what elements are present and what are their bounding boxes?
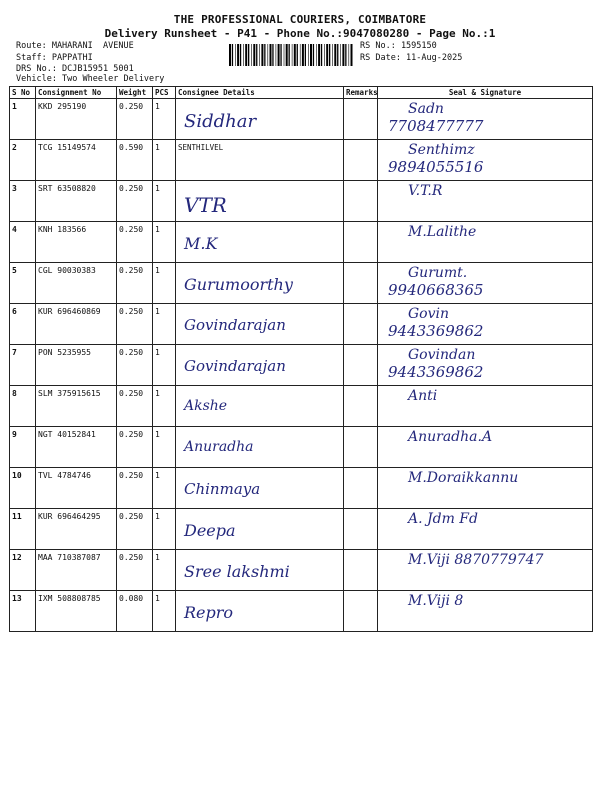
signature-line1: Govin [408, 306, 450, 322]
row-remarks [344, 591, 378, 632]
table-row [10, 386, 593, 427]
row-sno: 2 [10, 140, 36, 181]
consignee-handwritten: Repro [184, 603, 234, 622]
runsheet-table [9, 86, 593, 632]
row-sno: 1 [10, 99, 36, 140]
row-sno: 13 [10, 591, 36, 632]
row-sno: 10 [10, 468, 36, 509]
row-consignment-no: MAA 710387087 [36, 550, 117, 591]
col-weight: Weight [117, 87, 153, 99]
row-pcs: 1 [153, 345, 176, 386]
row-consignee [176, 263, 344, 304]
row-pcs: 1 [153, 140, 176, 181]
drs-number: DRS No.: DCJB15951 5001 [16, 64, 134, 74]
row-sno: 11 [10, 509, 36, 550]
row-signature [378, 591, 593, 632]
table-row [10, 181, 593, 222]
row-remarks [344, 99, 378, 140]
row-signature [378, 427, 593, 468]
consignee-handwritten: Deepa [184, 521, 236, 540]
row-sno: 6 [10, 304, 36, 345]
row-consignment-no: KNH 183566 [36, 222, 117, 263]
row-weight: 0.250 [117, 345, 153, 386]
row-sno: 12 [10, 550, 36, 591]
vehicle-label: Vehicle: Two Wheeler Delivery [16, 74, 165, 84]
row-weight: 0.080 [117, 591, 153, 632]
route-label: Route: MAHARANI AVENUE [16, 41, 134, 51]
consignee-handwritten: Govindarajan [184, 357, 286, 375]
row-weight: 0.250 [117, 222, 153, 263]
table-row [10, 222, 593, 263]
row-consignee [176, 222, 344, 263]
table-row [10, 304, 593, 345]
row-consignment-no: CGL 90030383 [36, 263, 117, 304]
rs-date: RS Date: 11-Aug-2025 [360, 53, 463, 63]
row-consignment-no: PON 5235955 [36, 345, 117, 386]
consignee-handwritten: Gurumoorthy [184, 275, 293, 294]
row-weight: 0.250 [117, 263, 153, 304]
table-row [10, 99, 593, 140]
consignee-handwritten: Siddhar [184, 111, 257, 132]
signature-line1: M.Viji 8870779747 [408, 552, 544, 568]
row-consignee [176, 140, 344, 181]
row-signature [378, 345, 593, 386]
row-signature [378, 468, 593, 509]
signature-line1: M.Viji 8 [408, 593, 464, 609]
table-row [10, 550, 593, 591]
signature-line1: V.T.R [408, 183, 443, 199]
row-pcs: 1 [153, 386, 176, 427]
row-consignment-no: TCG 15149574 [36, 140, 117, 181]
row-remarks [344, 509, 378, 550]
col-consignee: Consignee Details [176, 87, 344, 99]
table-row [10, 591, 593, 632]
row-consignment-no: NGT 40152841 [36, 427, 117, 468]
row-consignment-no: KUR 696464295 [36, 509, 117, 550]
row-weight: 0.250 [117, 468, 153, 509]
consignee-handwritten: Chinmaya [184, 480, 261, 498]
signature-line2: 9940668365 [388, 281, 484, 299]
row-remarks [344, 468, 378, 509]
row-pcs: 1 [153, 591, 176, 632]
row-signature [378, 509, 593, 550]
row-consignment-no: SRT 63508820 [36, 181, 117, 222]
row-signature [378, 140, 593, 181]
row-weight: 0.590 [117, 140, 153, 181]
row-remarks [344, 222, 378, 263]
col-sno: S No [10, 87, 36, 99]
table-row [10, 427, 593, 468]
row-weight: 0.250 [117, 509, 153, 550]
row-sno: 4 [10, 222, 36, 263]
row-weight: 0.250 [117, 181, 153, 222]
table-row [10, 468, 593, 509]
row-signature [378, 222, 593, 263]
consignee-handwritten: Anuradha [184, 439, 254, 455]
row-sno: 7 [10, 345, 36, 386]
row-consignment-no: IXM 508808785 [36, 591, 117, 632]
row-signature [378, 386, 593, 427]
row-consignment-no: KUR 696460869 [36, 304, 117, 345]
row-remarks [344, 140, 378, 181]
staff-label: Staff: PAPPATHI [16, 53, 93, 63]
row-remarks [344, 550, 378, 591]
signature-line1: Gurumt. [408, 265, 468, 281]
consignee-handwritten: Sree lakshmi [184, 562, 290, 581]
row-signature [378, 99, 593, 140]
signature-line1: Anti [408, 388, 438, 404]
table-header-row [10, 87, 593, 99]
signature-line2: 9894055516 [388, 158, 484, 176]
row-pcs: 1 [153, 304, 176, 345]
row-pcs: 1 [153, 550, 176, 591]
consignee-handwritten: Akshe [184, 398, 228, 414]
signature-line1: M.Lalithe [408, 224, 477, 240]
row-pcs: 1 [153, 181, 176, 222]
row-sno: 8 [10, 386, 36, 427]
row-remarks [344, 181, 378, 222]
row-consignee [176, 99, 344, 140]
row-sno: 9 [10, 427, 36, 468]
row-pcs: 1 [153, 263, 176, 304]
table-row [10, 140, 593, 181]
runsheet-subtitle: Delivery Runsheet - P41 - Phone No.:9047080280 - Page No.:1 [104, 27, 496, 40]
row-sno: 5 [10, 263, 36, 304]
signature-line1: Sadn [408, 101, 444, 117]
signature-line1: M.Doraikkannu [408, 470, 519, 486]
barcode-image [229, 44, 354, 66]
company-title: THE PROFESSIONAL COURIERS, COIMBATORE [173, 13, 427, 26]
col-consignment: Consignment No [36, 87, 117, 99]
row-weight: 0.250 [117, 304, 153, 345]
rs-number: RS No.: 1595150 [360, 41, 437, 51]
consignee-handwritten: Govindarajan [184, 316, 286, 334]
row-remarks [344, 427, 378, 468]
table-row [10, 263, 593, 304]
row-signature [378, 550, 593, 591]
row-consignee [176, 427, 344, 468]
row-remarks [344, 304, 378, 345]
row-consignee [176, 181, 344, 222]
signature-line2: 9443369862 [388, 363, 484, 381]
signature-line1: A. Jdm Fd [408, 511, 478, 527]
row-weight: 0.250 [117, 99, 153, 140]
row-pcs: 1 [153, 99, 176, 140]
consignee-handwritten: M.K [184, 234, 218, 253]
row-consignment-no: KKD 295190 [36, 99, 117, 140]
row-consignee [176, 550, 344, 591]
row-remarks [344, 345, 378, 386]
col-signature: Seal & Signature [378, 87, 593, 99]
row-weight: 0.250 [117, 386, 153, 427]
signature-line1: Govindan [408, 347, 476, 363]
row-consignee [176, 304, 344, 345]
row-remarks [344, 263, 378, 304]
table-row [10, 345, 593, 386]
row-remarks [344, 386, 378, 427]
row-consignment-no: SLM 375915615 [36, 386, 117, 427]
signature-line2: 9443369862 [388, 322, 484, 340]
table-row [10, 509, 593, 550]
row-pcs: 1 [153, 468, 176, 509]
col-remarks: Remarks [344, 87, 378, 99]
signature-line2: 7708477777 [388, 117, 484, 135]
row-consignee [176, 468, 344, 509]
row-consignee [176, 345, 344, 386]
row-signature [378, 263, 593, 304]
row-signature [378, 181, 593, 222]
signature-line1: Senthimz [408, 142, 475, 158]
col-pcs: PCS [153, 87, 176, 99]
row-weight: 0.250 [117, 427, 153, 468]
row-consignee [176, 591, 344, 632]
row-consignee [176, 509, 344, 550]
signature-line1: Anuradha.A [408, 429, 493, 445]
row-pcs: 1 [153, 222, 176, 263]
row-sno: 3 [10, 181, 36, 222]
row-weight: 0.250 [117, 550, 153, 591]
consignee-handwritten: VTR [184, 193, 227, 217]
row-consignment-no: TVL 4784746 [36, 468, 117, 509]
row-consignee [176, 386, 344, 427]
row-pcs: 1 [153, 509, 176, 550]
row-pcs: 1 [153, 427, 176, 468]
row-signature [378, 304, 593, 345]
consignee-typed: SENTHILVEL [178, 143, 224, 152]
